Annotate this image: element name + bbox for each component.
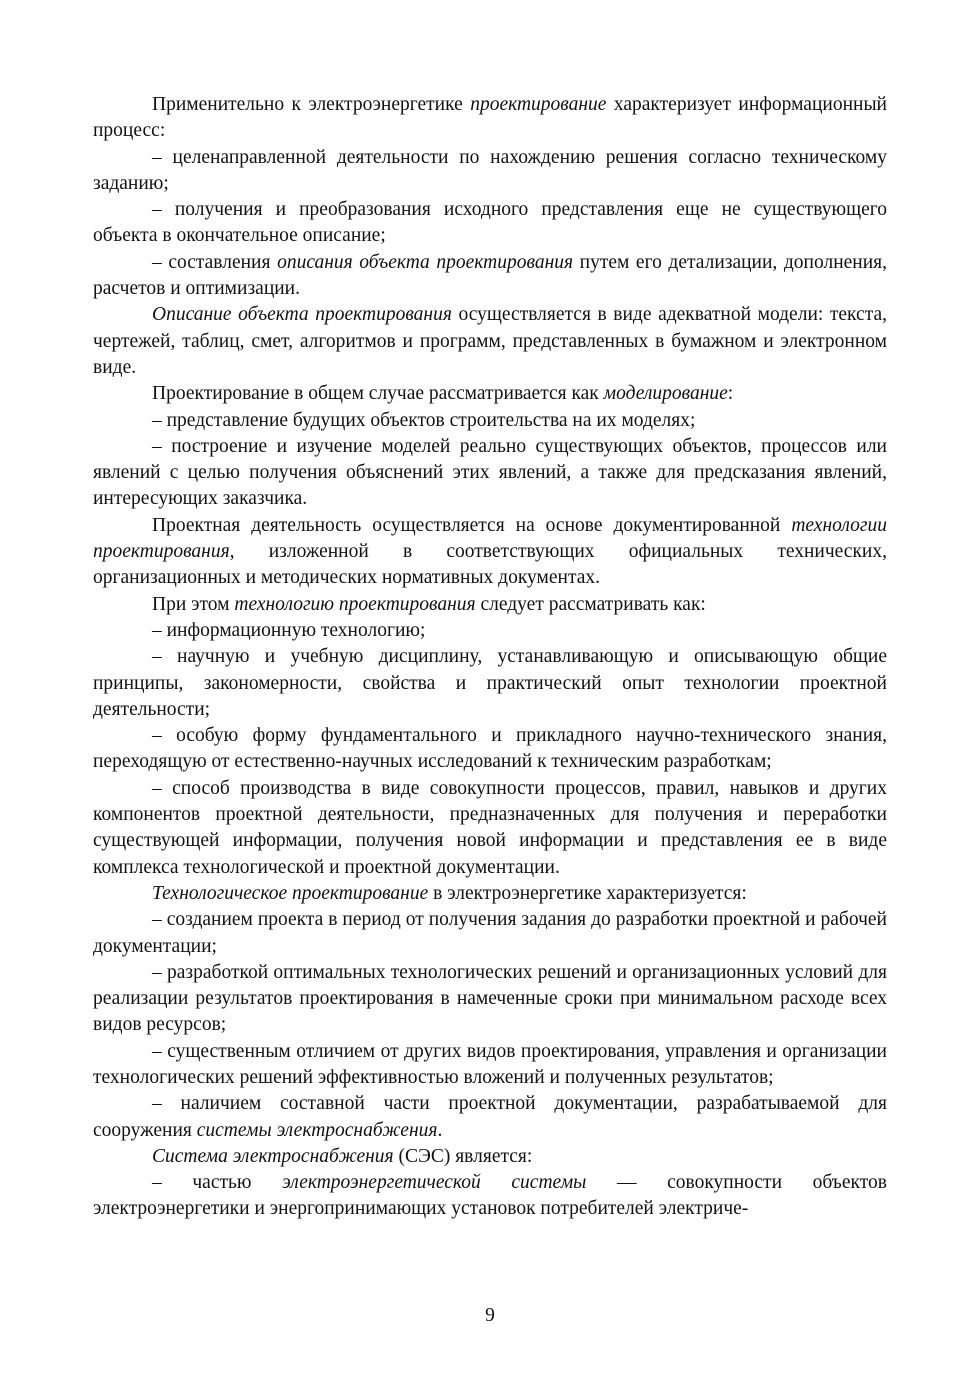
document-page	[93, 92, 887, 1223]
emphasis: электроэнергетической системы	[282, 1172, 587, 1194]
list-item: – созданием проекта в период от получения задания до разработки проектной и рабочей документации;	[93, 909, 887, 957]
list-item: – построение и изучение моделей реально существующих объектов, процессов или явлений с целью получения объяснений этих явлений, а также для предсказания явлений, интересующих заказчика.	[93, 435, 887, 510]
list-item: – частью электроэнергетической системы — совокупности объектов электроэнергетики и энергопринимающих установок потребителей электриче-	[93, 1172, 887, 1220]
paragraph: Применительно к электроэнергетике проектирование характеризует информационный процесс:	[93, 94, 887, 142]
emphasis: технологию проектирования	[234, 593, 476, 615]
emphasis: технологии проектирования	[93, 514, 887, 563]
emphasis: Описание объекта проектирования	[152, 304, 452, 326]
list-item: – составления описания объекта проектирования путем его детализации, дополнения, расчетов и оптимизации.	[93, 251, 888, 300]
list-item: – информационную технологию;	[152, 619, 426, 641]
emphasis: Система электроснабжения	[152, 1145, 394, 1167]
list-item: – способ производства в виде совокупности процессов, правил, навыков и других компонентов проектной деятельности, предназначенных для получения и переработки существующей информации, получения новой информации и представления ее в виде комплекса технологической и проектной документации.	[93, 777, 887, 878]
paragraph: Проектирование в общем случае рассматривается как моделирование:	[152, 383, 734, 405]
paragraph: Система электроснабжения (СЭС) является:	[152, 1145, 533, 1167]
emphasis: проектирование	[470, 94, 607, 115]
list-item: – существенным отличием от других видов проектирования, управления и организации технологических решений эффективностью вложений и полученных результатов;	[93, 1040, 887, 1088]
list-item: – научную и учебную дисциплину, устанавливающую и описывающую общие принципы, закономерности, свойства и практический опыт технологии проектной деятельности;	[93, 646, 887, 720]
paragraph: Проектная деятельность осуществляется на основе документированной технологии проектирования, изложенной в соответствующих официальных технических, организационных и методических нормативных документах.	[93, 514, 887, 589]
list-item: – разработкой оптимальных технологических решений и организационных условий для реализации результатов проектирования в намеченные сроки при минимальном расходе всех видов ресурсов;	[93, 961, 887, 1036]
paragraph: Технологическое проектирование в электроэнергетике характеризуется:	[152, 882, 747, 904]
paragraph: При этом технологию проектирования следует рассматривать как:	[152, 593, 706, 615]
page-number: 9	[485, 1305, 495, 1326]
list-item: – получения и преобразования исходного представления еще не существующего объекта в окончательное описание;	[93, 199, 887, 247]
list-item: – наличием составной части проектной документации, разрабатываемой для сооружения системы электроснабжения.	[93, 1093, 887, 1141]
emphasis: описания объекта проектирования	[277, 251, 574, 273]
emphasis: Технологическое проектирование	[152, 882, 429, 904]
emphasis: моделирование	[603, 383, 728, 405]
emphasis: системы электроснабжения	[196, 1119, 438, 1141]
list-item: – особую форму фундаментального и прикладного научно-технического знания, переходящую от естественно-научных исследований к техническим разработкам;	[93, 725, 887, 773]
list-item: – целенаправленной деятельности по нахождению решения согласно техническому заданию;	[93, 146, 887, 194]
paragraph: Описание объекта проектирования осуществляется в виде адекватной модели: текста, чертежей, таблиц, смет, алгоритмов и программ, представленных в бумажном и электронном виде.	[93, 304, 887, 378]
list-item: – представление будущих объектов строительства на их моделях;	[152, 409, 696, 431]
